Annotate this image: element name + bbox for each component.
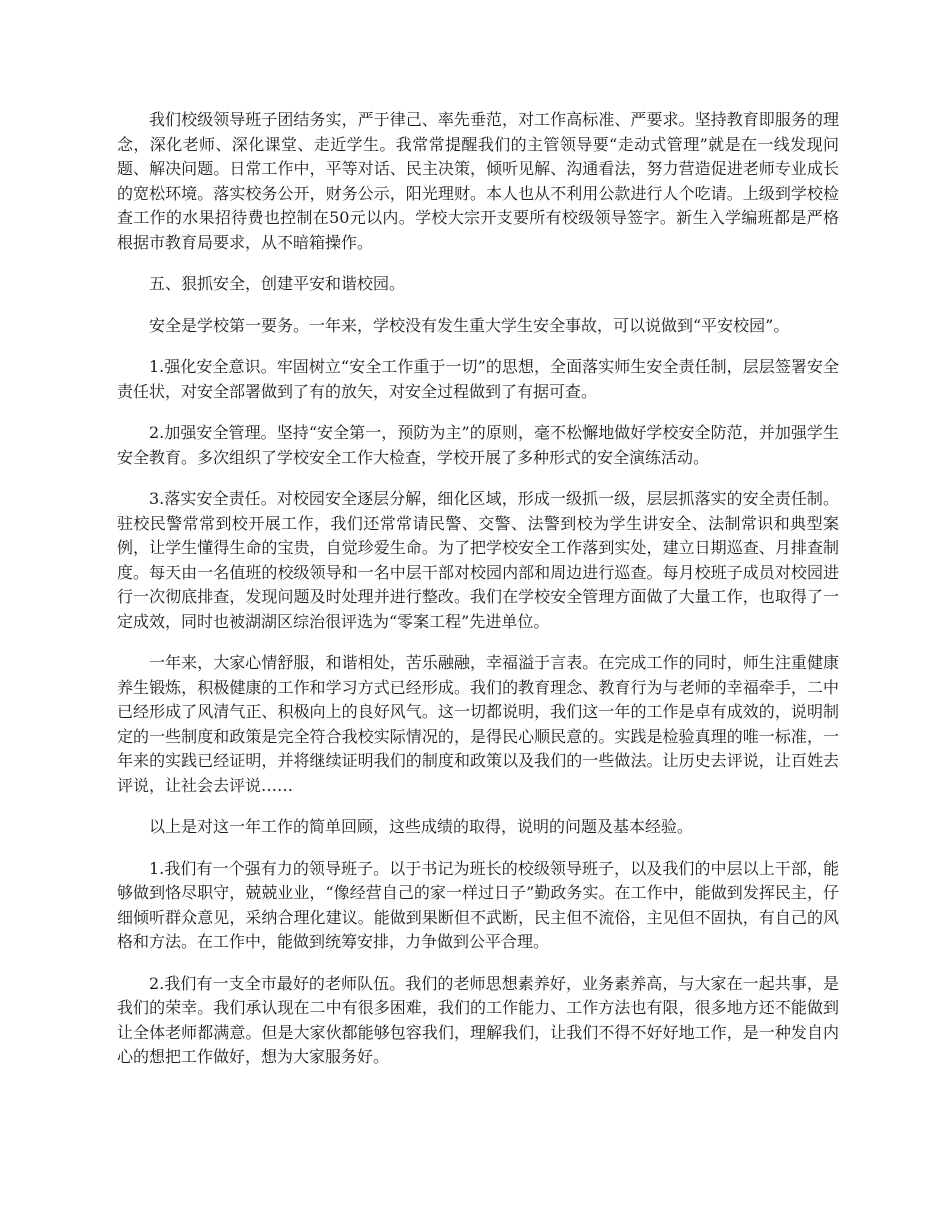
paragraph-safety-management: 2.加强安全管理。坚持“安全第一，预防为主”的原则，毫不松懈地做好学校安全防范，并加强学生安全教育。多次组织了学校安全工作大检查，学校开展了多种形式的安全演练活动。 [117,423,839,467]
paragraph-safety-intro: 安全是学校第一要务。一年来，学校没有发生重大学生安全事故，可以说做到“平安校园”。 [149,315,790,335]
paragraph-review-intro: 以上是对这一年工作的简单回顾，这些成绩的取得，说明的问题及基本经验。 [149,817,694,836]
paragraph-safety-responsibility: 3.落实安全责任。对校园安全逐层分解，细化区域，形成一级抓一级，层层抓落实的安全责任制。驻校民警常常到校开展工作，我们还常常请民警、交警、法警到校为学生讲安全、法制常识和典型案例，让学生懂得生命的宝贵，自觉珍爱生命。为了把学校安全工作落到实处，建立日期巡查、月排查制度。每天由一名值班的校级领导和一名中层干部对校园内部和周边进行巡查。每月校班子成员对校园进行一次彻底排查，发现问题及时处理并进行整改。我们在学校安全管理方面做了大量工作，也取得了一定成效，同时也被湖湖区综治很评选为“零案工程”先进单位。 [117,489,839,631]
paragraph-experience-leadership: 1.我们有一个强有力的领导班子。以于书记为班长的校级领导班子，以及我们的中层以上干部，能够做到恪尽职守，兢兢业业，“像经营自己的家一样过日子”勤政务实。在工作中，能做到发挥民主，仔细倾听群众意见，采纳合理化建议。能做到果断但不武断，民主但不流俗，主见但不固执，有自己的风格和方法。在工作中，能做到统筹安排，力争做到公平合理。 [117,858,839,951]
section-heading-safety: 五、狠抓安全，创建平安和谐校园。 [149,274,406,293]
paragraph-experience-teachers: 2.我们有一支全市最好的老师队伍。我们的老师思想素养好，业务素养高，与大家在一起共事，是我们的荣幸。我们承认现在二中有很多困难，我们的工作能力、工作方法也有限，很多地方还不能做到让全体老师都满意。但是大家伙都能够包容我们，理解我们，让我们不得不好好地工作，是一种发自内心的想把工作做好，想为大家服务好。 [117,973,839,1066]
paragraph-safety-awareness: 1.强化安全意识。牢固树立“安全工作重于一切”的思想，全面落实师生安全责任制，层层签署安全责任状，对安全部署做到了有的放矢，对安全过程做到了有据可查。 [117,357,839,401]
paragraph-year-summary: 一年来，大家心情舒服，和谐相处，苦乐融融，幸福溢于言表。在完成工作的同时，师生注重健康养生锻炼，积极健康的工作和学习方式已经形成。我们的教育理念、教育行为与老师的幸福牵手，二中已经形成了风清气正、积极向上的良好风气。这一切都说明，我们这一年的工作是卓有成效的，说明制定的一些制度和政策是完全符合我校实际情况的，是得民心顺民意的。实践是检验真理的唯一标准，一年来的实践已经证明，并将继续证明我们的制度和政策以及我们的一些做法。让历史去评说，让百姓去评说，让社会去评说…… [117,653,839,795]
paragraph-leadership-team: 我们校级领导班子团结务实，严于律己、率先垂范，对工作高标准、严要求。坚持教育即服务的理念，深化老师、深化课堂、走近学生。我常常提醒我们的主管领导要“走动式管理”就是在一线发现问题、解决问题。日常工作中，平等对话、民主决策，倾听见解、沟通看法，努力营造促进老师专业成长的宽松环境。落实校务公开，财务公示，阳光理财。本人也从不利用公款进行人个吃请。上级到学校检查工作的水果招待费也控制在50元以内。学校大宗开支要所有校级领导签字。新生入学编班都是严格根据市教育局要求，从不暗箱操作。 [117,110,839,252]
document-body [117,108,839,1087]
